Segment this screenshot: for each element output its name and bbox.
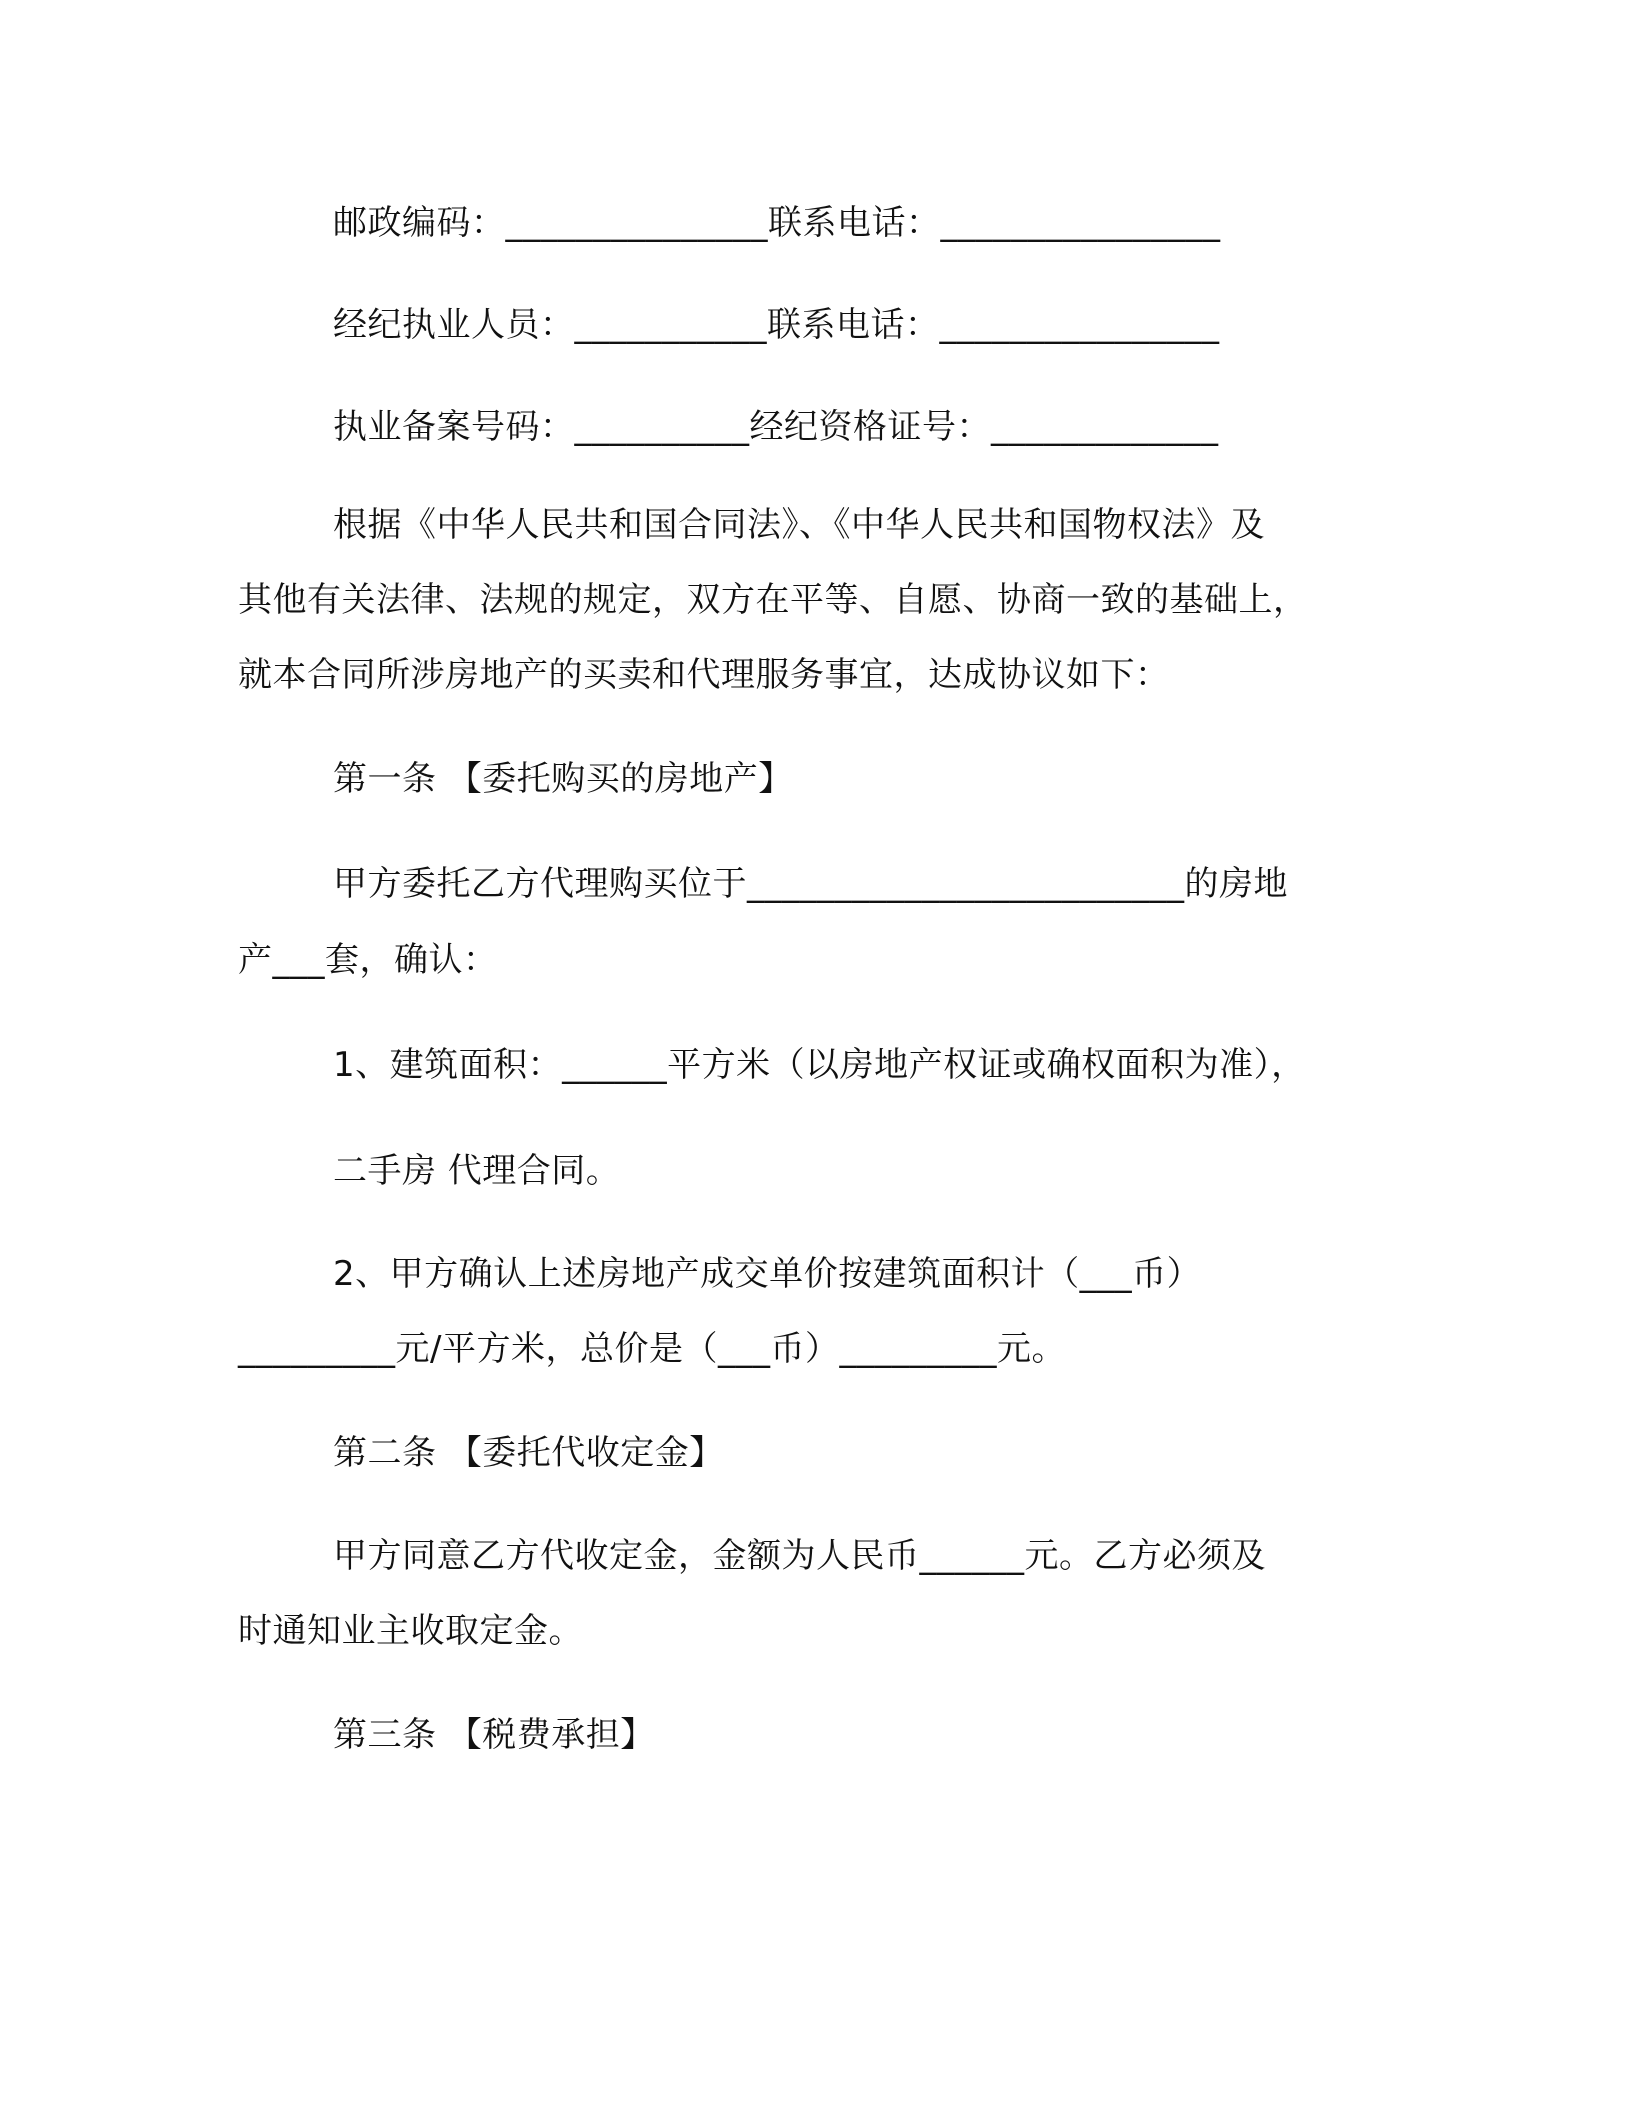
unit-price-line-1: 2、甲方确认上述房地产成交单价按建筑面积计（___币）: [333, 1254, 1202, 1294]
paragraph-basis-line-1: 根据《中华人民共和国合同法》、《中华人民共和国物权法》及: [333, 505, 1265, 545]
article-2-text-line-1: 甲方同意乙方代收定金，金额为人民币______元。乙方必须及: [333, 1536, 1266, 1576]
agent-phone-line: 经纪执业人员：___________联系电话：________________: [333, 305, 1220, 345]
filing-number-line: 执业备案号码：__________经纪资格证号：_____________: [333, 407, 1219, 447]
article-1-text-line-1: 甲方委托乙方代理购买位于_________________________的房地: [333, 864, 1288, 904]
article-2-text-line-2: 时通知业主收取定金。: [238, 1611, 583, 1651]
contract-title-line: 二手房 代理合同。: [333, 1151, 621, 1191]
article-3-heading: 第三条 【税费承担】: [333, 1715, 655, 1755]
paragraph-basis-line-3: 就本合同所涉房地产的买卖和代理服务事宜，达成协议如下：: [238, 655, 1170, 695]
article-1-text-line-2: 产___套，确认：: [238, 940, 498, 980]
unit-price-line-2: _________元/平方米，总价是（___币）_________元。: [238, 1329, 1066, 1369]
article-1-heading: 第一条 【委托购买的房地产】: [333, 759, 793, 799]
article-2-heading: 第二条 【委托代收定金】: [333, 1433, 724, 1473]
paragraph-basis-line-2: 其他有关法律、法规的规定，双方在平等、自愿、协商一致的基础上，: [238, 580, 1308, 620]
building-area-line: 1、建筑面积：______平方米（以房地产权证或确权面积为准），: [333, 1045, 1306, 1085]
postal-code-phone-line: 邮政编码：_______________联系电话：________________: [333, 203, 1221, 243]
